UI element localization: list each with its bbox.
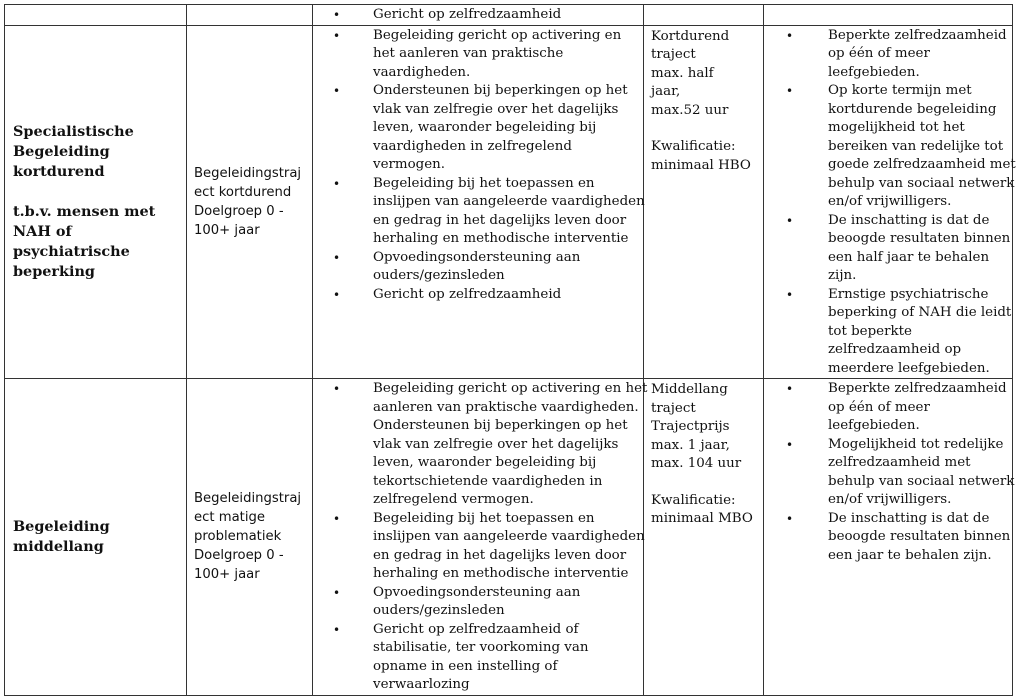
title-cell [5, 25, 187, 379]
bullet-icon: • [333, 622, 341, 637]
bullet-icon: • [786, 511, 794, 526]
duration-cell [644, 5, 764, 26]
bullet-icon: • [333, 585, 341, 600]
product-cell: Begeleidingstraj ect kortdurend Doelgroep 0 - 100+ jaar [187, 25, 313, 379]
table-row [5, 379, 1013, 696]
qualification-label: Kwalificatie: [651, 492, 736, 508]
list-item: • Op korte termijn met kortdurende begeleiding mogelijkheid tot het bereiken van redelijke tot goede zelfredzaamheid met behulp van sociaal netwerk en/of vrijwilligers. [786, 83, 1016, 209]
list-item: • Opvoedingsondersteuning aan ouders/gezinsleden [333, 249, 581, 283]
requirements-cell [764, 25, 1016, 379]
activities-cell [313, 25, 644, 379]
bullet-icon: • [333, 176, 341, 191]
list-item: • Gericht op zelfredzaamheid [313, 286, 643, 305]
activities-list [313, 6, 643, 25]
activities-cell [313, 379, 648, 696]
list-item: • Ernstige psychiatrische beperking of NAH die leidt tot beperkte zelfredzaamheid op meerdere leefgebieden. [786, 286, 1012, 376]
qualification-value: minimaal MBO [651, 511, 753, 526]
activities-cell [313, 5, 644, 26]
bullet-icon: • [333, 382, 341, 396]
title-cell [5, 379, 187, 696]
list-item: • De inschatting is dat de beoogde resultaten binnen een half jaar te behalen zijn. [786, 212, 1011, 283]
bullet-icon: • [786, 437, 794, 452]
table-row [5, 25, 1013, 379]
requirements-cell [764, 379, 1013, 696]
qualification-value: minimaal HBO [651, 157, 751, 173]
activities-list [313, 27, 643, 305]
list-item: • Gericht op zelfredzaamheid [313, 6, 643, 25]
list-item: • Begeleiding bij het toepassen en inslijpen van aangeleerde vaardigheden en gedrag in het dagelijks leven door herhaling en methodische interventie [333, 510, 645, 581]
list-item: • Begeleiding gericht op activering en het aanleren van praktische vaardigheden. [333, 27, 622, 80]
list-item: • Beperkte zelfredzaamheid op één of meer leefgebieden. [786, 381, 1007, 433]
bullet-icon: • [333, 8, 341, 22]
list-item: • Beperkte zelfredzaamheid op één of meer leefgebieden. [786, 27, 1007, 80]
bullet-icon: • [333, 28, 341, 43]
requirements-list [764, 380, 1015, 565]
activities-list [313, 380, 648, 695]
list-item: • Ondersteunen bij beperkingen op het vlak van zelfregie over het dagelijks leven, waaronder begeleiding bij vaardigheden in zelfregelend vermogen. [333, 83, 628, 172]
bullet-icon: • [786, 287, 794, 302]
requirements-list [764, 27, 1016, 379]
product-cell: Begeleidingstraj ect matige problematiek Doelgroep 0 - 100+ jaar [187, 379, 313, 696]
requirements-cell [764, 5, 1013, 26]
list-item: • Opvoedingsondersteuning aan ouders/gezinsleden [333, 584, 581, 618]
table-row [5, 5, 1013, 26]
list-item: • De inschatting is dat de beoogde resultaten binnen een jaar te behalen zijn. [786, 510, 1011, 563]
title-cell [5, 5, 187, 26]
bullet-icon: • [333, 287, 341, 302]
list-item: • Gericht op zelfredzaamheid of stabilisatie, ter voorkoming van opname in een instelling of verwaarlozing [333, 621, 589, 692]
bullet-icon: • [333, 511, 341, 526]
bullet-icon: • [786, 382, 794, 396]
bullet-icon: • [786, 84, 794, 98]
duration-cell: Middellang traject Trajectprijs max. 1 jaar, max. 104 uur Kwalificatie: minimaal MBO [644, 379, 764, 696]
list-item: • Begeleiding gericht op activering en het aanleren van praktische vaardigheden. Ondersteunen bij beperkingen op het vlak van zelfregie over het dagelijks leven, waaronder begeleiding bij tekortschietende vaardigheden in zelfregelend vermogen. [333, 381, 648, 507]
bullet-icon: • [786, 28, 794, 43]
bullet-icon: • [333, 84, 341, 98]
product-cell [187, 5, 313, 26]
bullet-icon: • [333, 250, 341, 265]
row-title: Specialistische Begeleiding kortdurend t.b.v. mensen met NAH of psychiatrische beperking [13, 122, 156, 280]
duration-cell: Kortdurend traject max. half jaar, max.52 uur Kwalificatie: minimaal HBO [644, 25, 764, 379]
row-title: Begeleiding middellang [13, 517, 110, 555]
list-item: • Begeleiding bij het toepassen en inslijpen van aangeleerde vaardigheden en gedrag in het dagelijks leven door herhaling en methodische interventie [333, 175, 645, 246]
list-item: • Mogelijkheid tot redelijke zelfredzaamheid met behulp van sociaal netwerk en/of vrijwilligers. [786, 436, 1015, 507]
care-products-table [4, 4, 1016, 696]
bullet-icon: • [786, 213, 794, 228]
qualification-label: Kwalificatie: [651, 139, 736, 154]
